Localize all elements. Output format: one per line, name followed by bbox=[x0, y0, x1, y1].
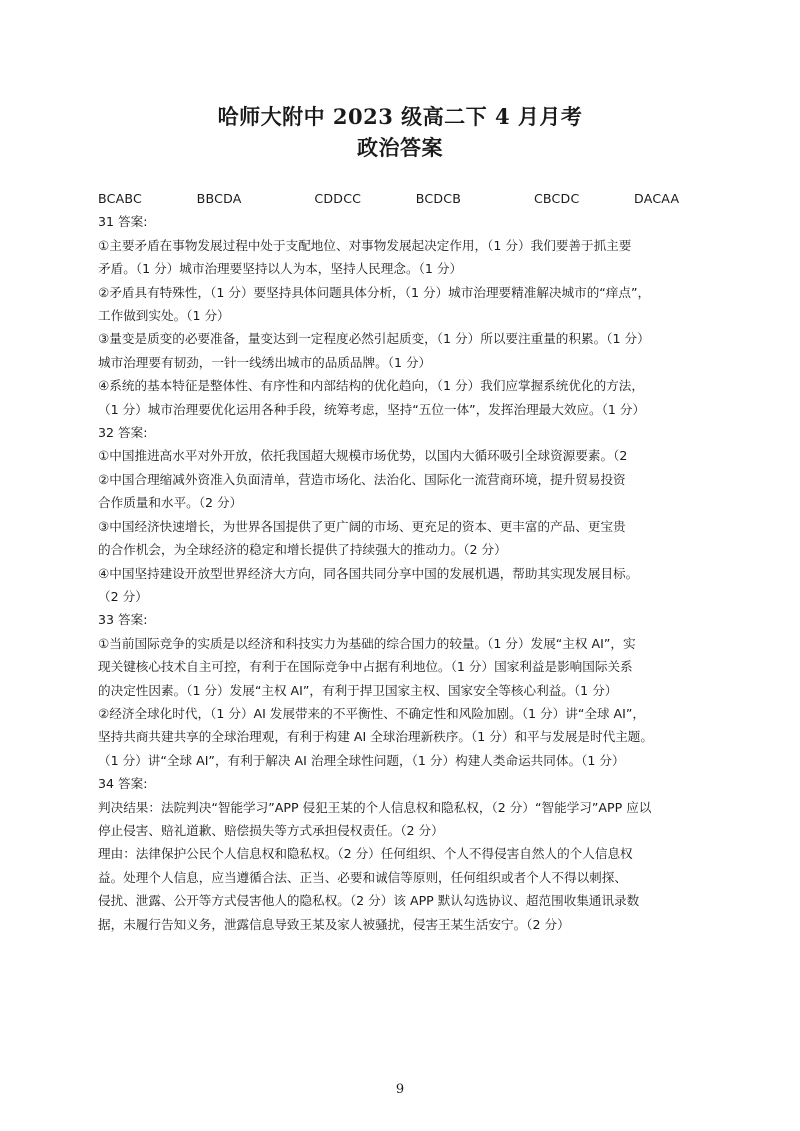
heading-q32: 32 答案: bbox=[98, 425, 148, 441]
text-line: （1 分）讲“全球 AI”，有利于解决 AI 治理全球性问题，（1 分）构建人类命运共同体。（1 分） bbox=[98, 752, 625, 768]
text-line: 据，未履行告知义务，泄露信息导致王某及家人被骚扰，侵害王某生活安宁。（2 分） bbox=[98, 916, 570, 932]
text-line: ①当前国际竞争的实质是以经济和科技实力为基础的综合国力的较量。（1 分）发展“主权 AI”，实 bbox=[98, 635, 636, 651]
text-line: ②中国合理缩减外资准入负面清单，营造市场化、法治化、国际化一流营商环境，提升贸易投资 bbox=[98, 471, 626, 487]
text-line: 的合作机会，为全球经济的稳定和增长提供了持续强大的推动力。（2 分） bbox=[98, 542, 507, 558]
text-line: （2 分） bbox=[98, 588, 148, 604]
text-line: ③量变是质变的必要准备，量变达到一定程度必然引起质变，（1 分）所以要注重量的积累。（1 分） bbox=[98, 331, 650, 347]
text-line: （1 分）城市治理要优化运用各种手段，统筹考虑，坚持“五位一体”，发挥治理最大效应。（1 分） bbox=[98, 401, 646, 417]
text-line: ①主要矛盾在事物发展过程中处于支配地位、对事物发展起决定作用，（1 分）我们要善于抓主要 bbox=[98, 237, 632, 253]
text-line: ④系统的基本特征是整体性、有序性和内部结构的优化趋向，（1 分）我们应掌握系统优化的方法， bbox=[98, 378, 644, 394]
document-subtitle: 政治答案 bbox=[357, 135, 443, 160]
choice-answers: BCABC BBCDA CDDCC BCDCB CBCDC DACAA bbox=[98, 191, 680, 206]
text-line: 判决结果：法院判决“智能学习”APP 侵犯王某的个人信息权和隐私权，（2 分）“智能学习”APP 应以 bbox=[98, 799, 652, 815]
text-line: 城市治理要有韧劲，一针一线绣出城市的品质品牌。（1 分） bbox=[98, 354, 432, 370]
text-line: 矛盾。（1 分）城市治理要坚持以人为本，坚持人民理念。（1 分） bbox=[98, 261, 463, 277]
text-line: ①中国推进高水平对外开放，依托我国超大规模市场优势，以国内大循环吸引全球资源要素。（2 bbox=[98, 448, 628, 464]
text-line: 工作做到实处。（1 分） bbox=[98, 308, 230, 324]
page-number: 9 bbox=[395, 1082, 405, 1097]
text-line: ②矛盾具有特殊性，（1 分）要坚持具体问题具体分析，（1 分）城市治理要精准解决城市的“痒点”， bbox=[98, 284, 651, 300]
text-line: 侵扰、泄露、公开等方式侵害他人的隐私权。（2 分）该 APP 默认勾选协议、超范围收集通讯录数 bbox=[98, 893, 640, 909]
heading-q31: 31 答案: bbox=[98, 214, 148, 230]
text-line: 现关键核心技术自主可控，有利于在国际竞争中占据有利地位。（1 分）国家利益是影响国际关系 bbox=[98, 659, 633, 675]
document-title: 哈师大附中 2023 级高二下 4 月月考 bbox=[217, 104, 583, 129]
text-line: ②经济全球化时代，（1 分）AI 发展带来的不平衡性、不确定性和风险加剧。（1 分）讲“全球 AI”， bbox=[98, 705, 645, 721]
heading-q33: 33 答案: bbox=[98, 612, 148, 628]
text-line: 坚持共商共建共享的全球治理观，有利于构建 AI 全球治理新秩序。（1 分）和平与发展是时代主题。 bbox=[98, 729, 653, 745]
heading-q34: 34 答案: bbox=[98, 776, 148, 792]
text-line: ③中国经济快速增长，为世界各国提供了更广阔的市场、更充足的资本、更丰富的产品、更宝贵 bbox=[98, 518, 626, 534]
text-line: 的决定性因素。（1 分）发展“主权 AI”，有利于捍卫国家主权、国家安全等核心利益。（1 分） bbox=[98, 682, 618, 698]
text-line: 停止侵害、赔礼道歉、赔偿损失等方式承担侵权责任。（2 分） bbox=[98, 822, 444, 838]
text-line: 益。处理个人信息，应当遵循合法、正当、必要和诚信等原则，任何组织或者个人不得以刺探、 bbox=[98, 869, 627, 885]
text-line: 合作质量和水平。（2 分） bbox=[98, 495, 243, 511]
text-line: ④中国坚持建设开放型世界经济大方向，同各国共同分享中国的发展机遇，帮助其实现发展目标。 bbox=[98, 565, 639, 581]
text-line: 理由：法律保护公民个人信息权和隐私权。（2 分）任何组织、个人不得侵害自然人的个人信息权 bbox=[98, 846, 633, 862]
answer-body bbox=[98, 187, 710, 936]
